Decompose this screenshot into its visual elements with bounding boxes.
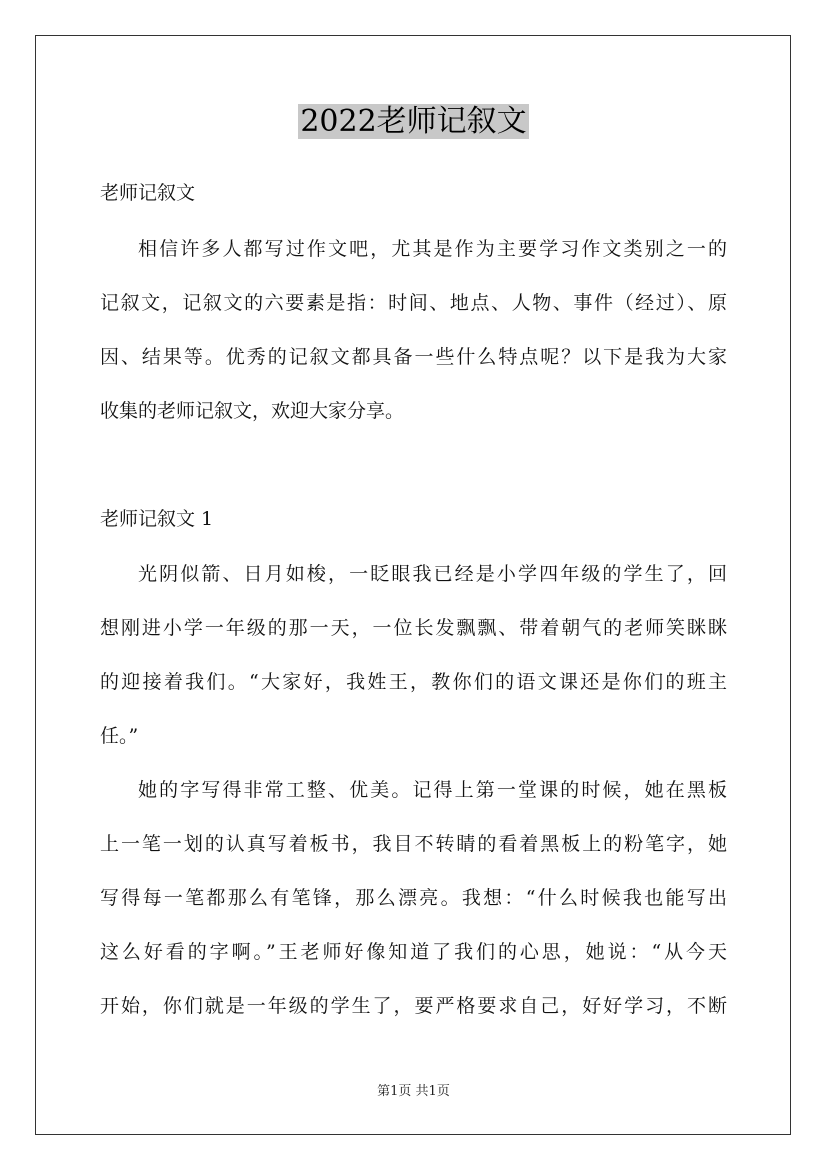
paragraph-line: 的迎接着我们。“大家好，我姓王，教你们的语文课还是你们的班主 bbox=[100, 671, 727, 693]
paragraph-line: 任。” bbox=[100, 725, 139, 747]
title-text: 2022老师记叙文 bbox=[300, 104, 527, 139]
section-heading: 老师记叙文 bbox=[100, 182, 196, 204]
document-title bbox=[100, 103, 727, 141]
paragraph-line: 记叙文，记叙文的六要素是指：时间、地点、人物、事件（经过）、原 bbox=[100, 292, 727, 314]
section-heading: 老师记叙文 1 bbox=[100, 508, 214, 530]
page-footer: 第1页 共1页 bbox=[377, 1084, 450, 1099]
paragraph-line: 上一笔一划的认真写着板书，我目不转睛的看着黑板上的粉笔字，她 bbox=[100, 833, 727, 855]
paragraph-line: 这么好看的字啊。”王老师好像知道了我们的心思，她说：“从今天 bbox=[100, 941, 727, 963]
paragraph-line: 开始，你们就是一年级的学生了，要严格要求自己，好好学习，不断 bbox=[100, 995, 727, 1017]
paragraph-line: 相信许多人都写过作文吧，尤其是作为主要学习作文类别之一的 bbox=[138, 238, 727, 260]
paragraph-line: 因、结果等。优秀的记叙文都具备一些什么特点呢？以下是我为大家 bbox=[100, 346, 727, 368]
paragraph-line: 光阴似箭、日月如梭，一眨眼我已经是小学四年级的学生了，回 bbox=[138, 563, 727, 585]
paragraph-line: 她的字写得非常工整、优美。记得上第一堂课的时候，她在黑板 bbox=[138, 779, 727, 801]
paragraph-line: 收集的老师记叙文，欢迎大家分享。 bbox=[100, 400, 405, 422]
paragraph-line: 写得每一笔都那么有笔锋，那么漂亮。我想：“什么时候我也能写出 bbox=[100, 887, 727, 909]
paragraph-line: 想刚进小学一年级的那一天，一位长发飘飘、带着朝气的老师笑眯眯 bbox=[100, 617, 727, 639]
